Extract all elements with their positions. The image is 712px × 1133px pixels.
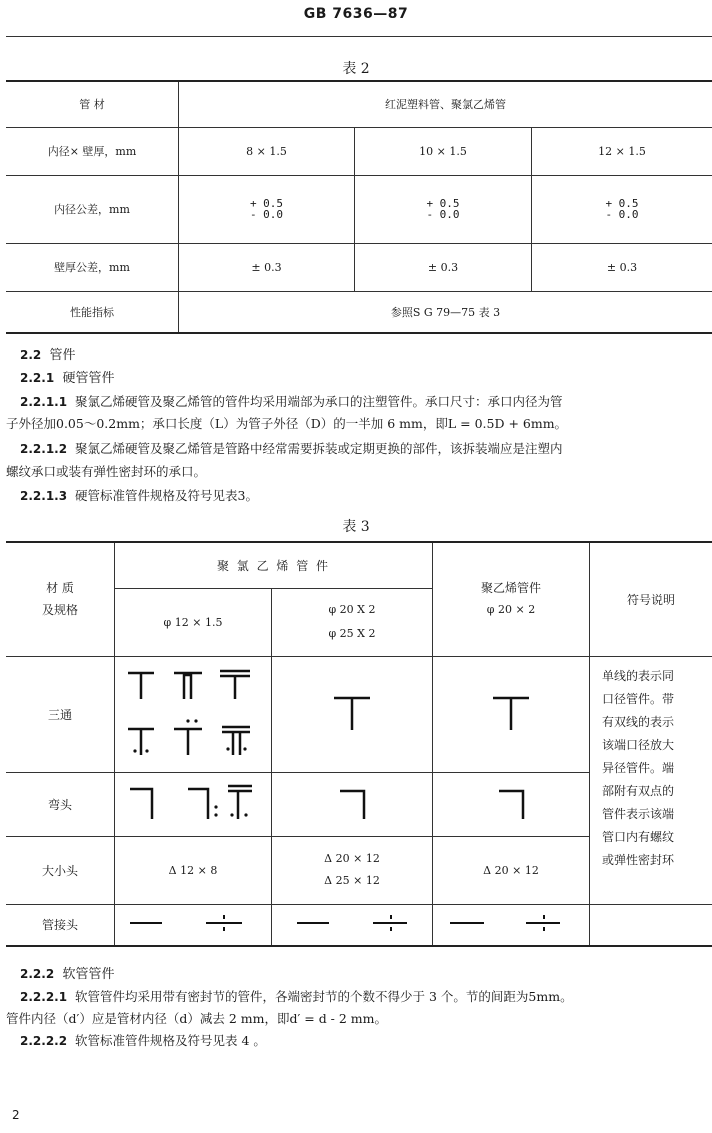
tee-icon [481, 688, 541, 738]
t3-header-material: 材 质 及规格 [6, 542, 115, 656]
t3-row-reducer: 大小头 [6, 836, 115, 904]
section-2-2-1-2: 2.2.1.2 聚氯乙烯硬管及聚乙烯管是管路中经常需要拆装或定期更换的部件，该拆装端应是注塑内 [20, 441, 563, 456]
section-2-2-1-1-cont: 子外径加0.05～0.2mm；承口长度（L）为管子外径（D）的一半加 6 mm，即L = 0.5D + 6mm。 [6, 416, 568, 431]
t2-wall-tol-3: ± 0.3 [532, 243, 712, 291]
section-2-2-1-3: 2.2.1.3 硬管标准管件规格及符号见表3。 [20, 488, 258, 503]
t3-spec-pvc1: φ 12 × 1.5 [115, 588, 272, 656]
section-2-2: 2.2 管件 [20, 348, 76, 363]
header-rule [6, 36, 712, 37]
coupling-symbols-icon [436, 911, 586, 935]
t3-row-coupling: 管接头 [6, 904, 115, 946]
t2-label-id-tol: 内径公差，mm [6, 175, 179, 243]
t2-id-tol-2: + 0.5 - 0.0 [355, 175, 532, 243]
t3-coupling-pe [433, 904, 590, 946]
t3-symbol-notes: 单线的表示同 口径管件。带 有双线的表示 该端口径放大 异径管件。端 部附有双点的 管件表示该端 管口内有螺纹 或弹性密封环 [590, 656, 712, 904]
t2-label-performance: 性能指标 [6, 291, 179, 333]
t3-row-tee: 三通 [6, 656, 115, 772]
tee-symbols-icon [118, 663, 268, 763]
table3-caption: 表 3 [342, 519, 370, 535]
t2-label-material: 管 材 [6, 81, 179, 127]
t2-wall-tol-1: ± 0.3 [179, 243, 355, 291]
section-2-2-1-1: 2.2.1.1 聚氯乙烯硬管及聚乙烯管的管件均采用端部为承口的注塑管件。承口尺寸：承口内径为管 [20, 394, 563, 409]
section-2-2-1-2-cont: 螺纹承口或装有弹性密封环的承口。 [6, 464, 207, 479]
section-2-2-2: 2.2.2 软管管件 [20, 967, 115, 982]
t3-tee-pe [433, 656, 590, 772]
t3-reducer-pe: Δ 20 × 12 [433, 836, 590, 904]
t2-size-1: 8 × 1.5 [179, 127, 355, 175]
t2-material-value: 红泥塑料管、聚氯乙烯管 [179, 81, 712, 127]
page-header: GB 7636—87 [303, 6, 409, 22]
t3-coupling-note [590, 904, 712, 946]
t3-elbow-pvc1 [115, 772, 272, 836]
t3-header-pvc: 聚 氯 乙 烯 管 件 [115, 542, 433, 588]
t2-id-tol-3: + 0.5 - 0.0 [532, 175, 712, 243]
section-2-2-1: 2.2.1 硬管管件 [20, 371, 115, 386]
table2-caption: 表 2 [342, 61, 370, 77]
section-2-2-2-1: 2.2.2.1 软管管件均采用带有密封节的管件，各端密封节的个数不得少于 3 个。节的间距为5mm。 [20, 989, 573, 1004]
t3-tee-pvc1 [115, 656, 272, 772]
t2-label-wall-tol: 壁厚公差，mm [6, 243, 179, 291]
section-2-2-2-2: 2.2.2.2 软管标准管件规格及符号见表 4 。 [20, 1033, 266, 1048]
table2 [6, 80, 712, 334]
elbow-icon [322, 781, 382, 825]
t2-size-3: 12 × 1.5 [532, 127, 712, 175]
t3-header-pe: 聚乙烯管件 φ 20 × 2 [433, 542, 590, 656]
t3-row-elbow: 弯头 [6, 772, 115, 836]
section-2-2-2-1-cont: 管件内径（d′）应是管材内径（d）减去 2 mm，即d′ = d - 2 mm。 [6, 1011, 388, 1026]
t3-coupling-pvc2 [272, 904, 433, 946]
t3-reducer-pvc1: Δ 12 × 8 [115, 836, 272, 904]
elbow-icon [481, 781, 541, 825]
t2-id-tol-1: + 0.5 - 0.0 [179, 175, 355, 243]
t3-header-note: 符号说明 [590, 542, 712, 656]
elbow-symbols-icon [118, 781, 268, 825]
table3 [6, 541, 712, 947]
coupling-symbols-icon [277, 911, 427, 935]
t2-size-2: 10 × 1.5 [355, 127, 532, 175]
t3-elbow-pe [433, 772, 590, 836]
t2-performance-value: 参照S G 79—75 表 3 [179, 291, 712, 333]
t2-wall-tol-2: ± 0.3 [355, 243, 532, 291]
tee-icon [322, 688, 382, 738]
t3-reducer-pvc2: Δ 20 × 12 Δ 25 × 12 [272, 836, 433, 904]
coupling-symbols-icon [118, 911, 268, 935]
t3-tee-pvc2 [272, 656, 433, 772]
t3-spec-pvc2: φ 20 X 2 φ 25 X 2 [272, 588, 433, 656]
t3-coupling-pvc1 [115, 904, 272, 946]
t2-label-size: 内径× 壁厚，mm [6, 127, 179, 175]
t3-elbow-pvc2 [272, 772, 433, 836]
page-number: 2 [12, 1108, 20, 1122]
